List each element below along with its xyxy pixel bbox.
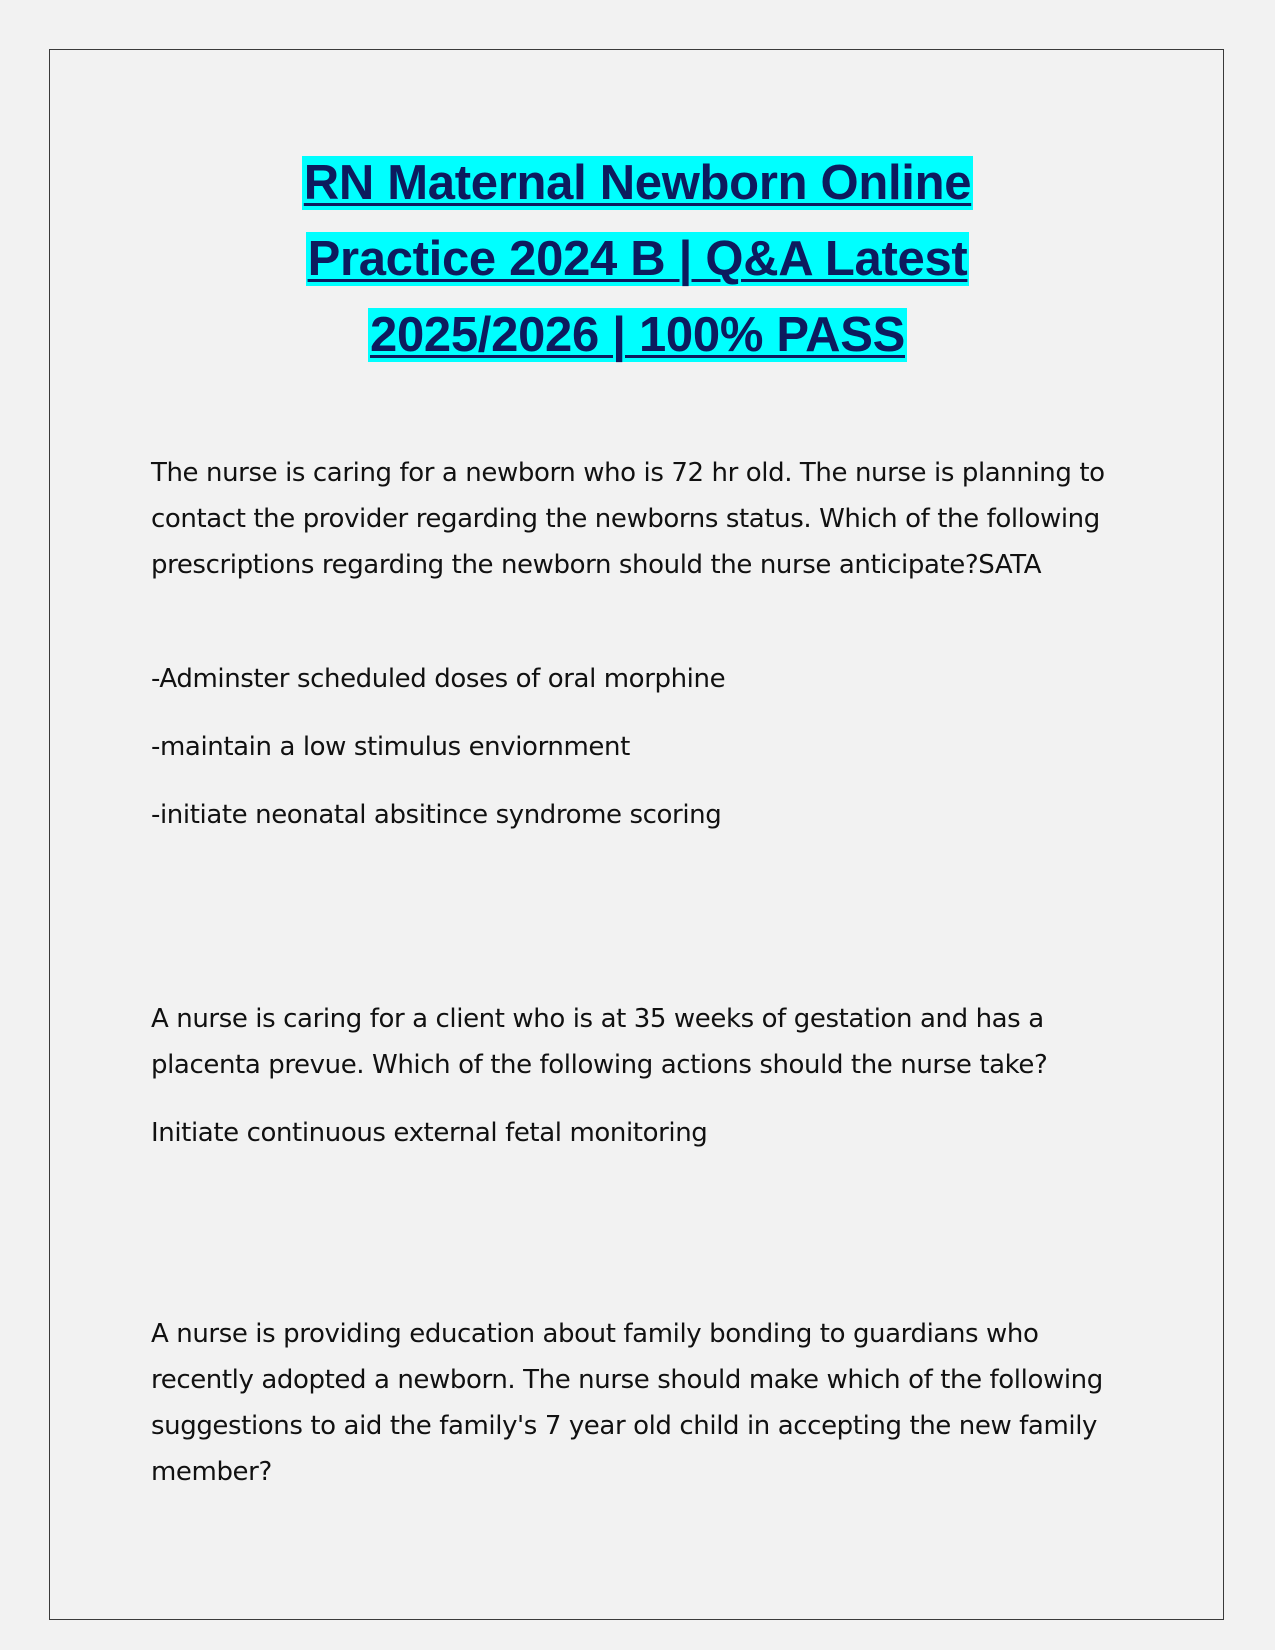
title-line-2: Practice 2024 B | Q&A Latest [307, 232, 968, 286]
title-line-3: 2025/2026 | 100% PASS [370, 308, 905, 362]
question-1-text: The nurse is caring for a newborn who is 72 hr old. The nurse is planning to contact the provider regarding the newborns status. Which of the following prescriptions regarding the newborn should the nurse anticipate?SATA [151, 458, 1105, 580]
question-2-text: A nurse is caring for a client who is at 35 weeks of gestation and has a placenta prevue. Which of the following actions should the nurse take? [151, 1004, 1048, 1080]
question-2-answer-1: Initiate continuous external fetal monitoring [151, 1118, 708, 1148]
title-line-1: RN Maternal Newborn Online [303, 156, 972, 210]
question-1-answer-3: -initiate neonatal absitince syndrome scoring [151, 800, 722, 830]
question-3-text: A nurse is providing education about family bonding to guardians who recently adopted a newborn. The nurse should make which of the following suggestions to aid the family's 7 year old child in accepting the new family member? [151, 1319, 1103, 1487]
question-1-answer-2: -maintain a low stimulus enviornment [151, 732, 630, 762]
document-title [150, 145, 1125, 373]
question-1-answer-1: -Adminster scheduled doses of oral morphine [151, 664, 726, 694]
